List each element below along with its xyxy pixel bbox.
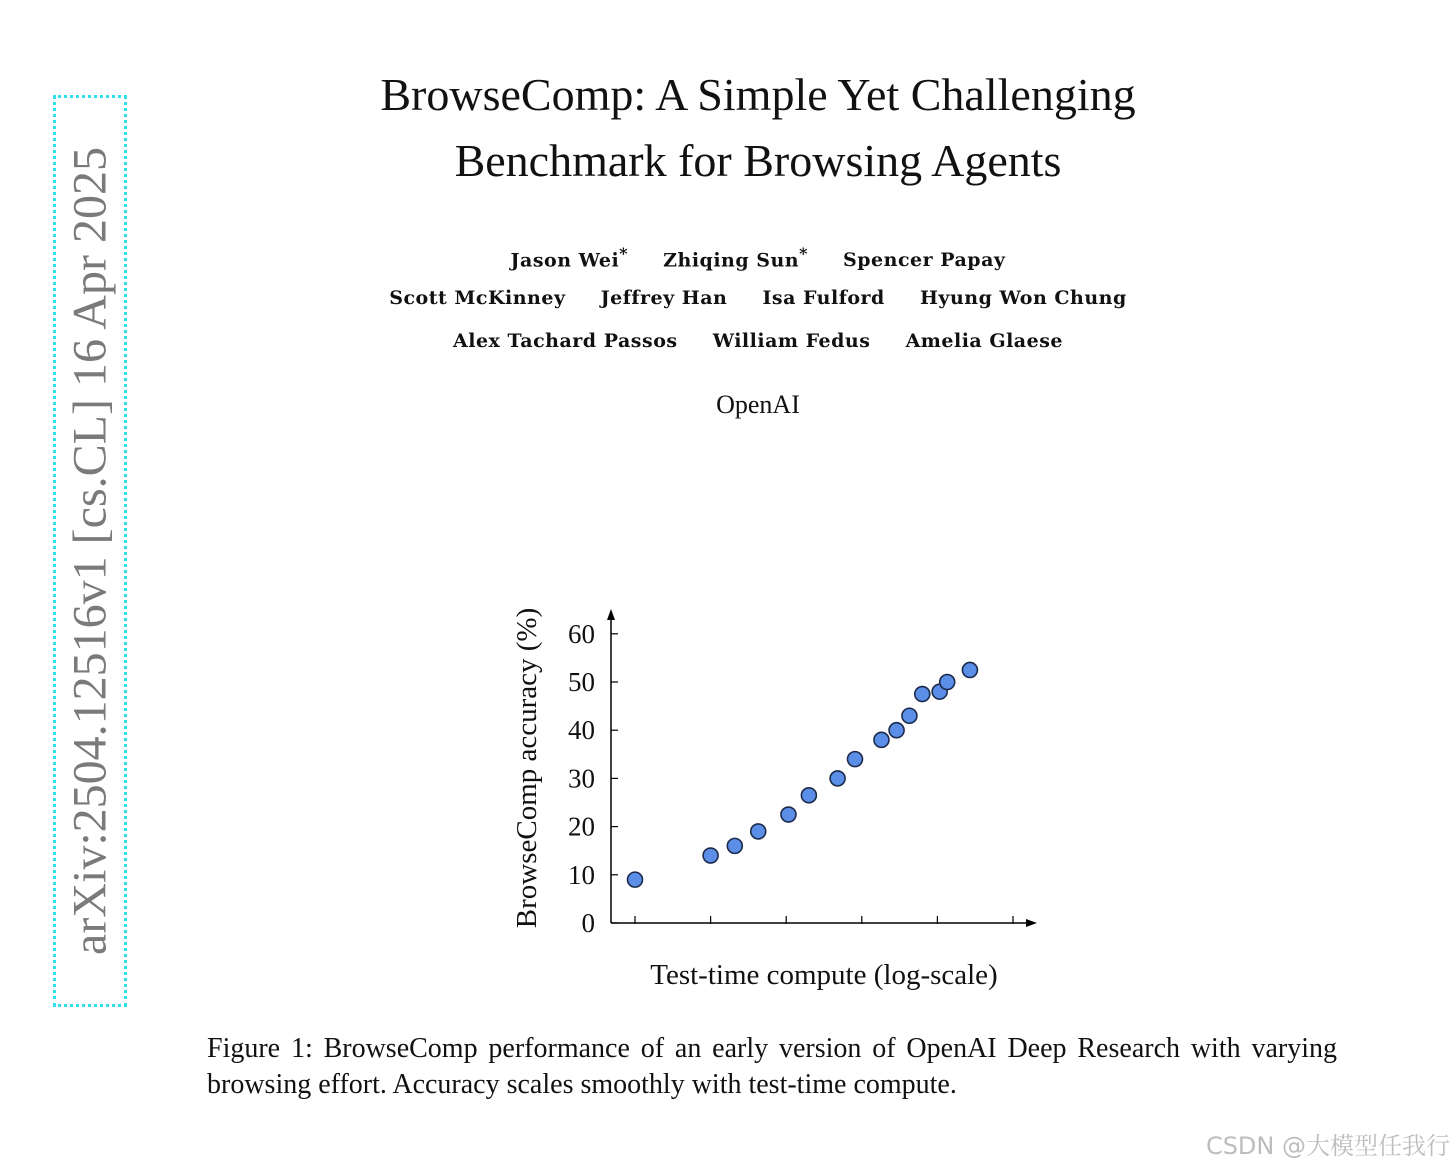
author: Alex Tachard Passos <box>452 330 678 352</box>
data-point <box>874 732 889 747</box>
paper-title-line-1: BrowseComp: A Simple Yet Challenging <box>380 69 1136 120</box>
author: Jeffrey Han <box>600 287 728 309</box>
data-point <box>751 824 766 839</box>
data-point <box>902 708 917 723</box>
data-point <box>703 848 718 863</box>
author: Hyung Won Chung <box>919 287 1127 309</box>
author: Jason Wei* <box>510 244 629 272</box>
data-point <box>889 723 904 738</box>
data-point <box>801 788 816 803</box>
author: Isa Fulford <box>762 287 885 309</box>
author: Scott McKinney <box>389 287 566 309</box>
y-tick-label: 60 <box>568 618 595 649</box>
author: Amelia Glaese <box>905 330 1063 352</box>
y-axis-label: BrowseComp accuracy (%) <box>511 607 543 929</box>
data-point <box>940 675 955 690</box>
author: Spencer Papay <box>843 249 1006 272</box>
data-point <box>962 662 977 677</box>
author: William Fedus <box>712 330 871 352</box>
x-axis-label: Test-time compute (log-scale) <box>650 959 998 991</box>
y-tick-label: 20 <box>568 811 595 842</box>
x-axis-arrowhead <box>1026 919 1037 927</box>
data-point <box>727 838 742 853</box>
arxiv-identifier: arXiv:2504.12516v1 [cs.CL] 16 Apr 2025 <box>63 147 117 955</box>
y-axis-arrowhead <box>607 609 615 620</box>
y-tick-label: 40 <box>568 715 595 746</box>
data-point <box>781 807 796 822</box>
y-tick-label: 50 <box>568 667 595 697</box>
y-tick-label: 0 <box>581 908 595 938</box>
csdn-watermark: CSDN @大模型任我行 <box>1205 1132 1450 1160</box>
data-point <box>915 687 930 702</box>
data-point <box>847 752 862 767</box>
y-tick-label: 30 <box>568 763 595 794</box>
author: Zhiqing Sun* <box>663 244 808 272</box>
paper-title-line-2: Benchmark for Browsing Agents <box>454 135 1062 186</box>
affiliation: OpenAI <box>716 390 800 419</box>
figure-caption: Figure 1: BrowseComp performance of an early version of OpenAI Deep Research with varying browsing effort. Accuracy scales smoothly with test-time compute. <box>207 1033 1337 1100</box>
data-point <box>628 872 643 887</box>
y-tick-label: 10 <box>568 859 595 890</box>
data-point <box>830 771 845 786</box>
